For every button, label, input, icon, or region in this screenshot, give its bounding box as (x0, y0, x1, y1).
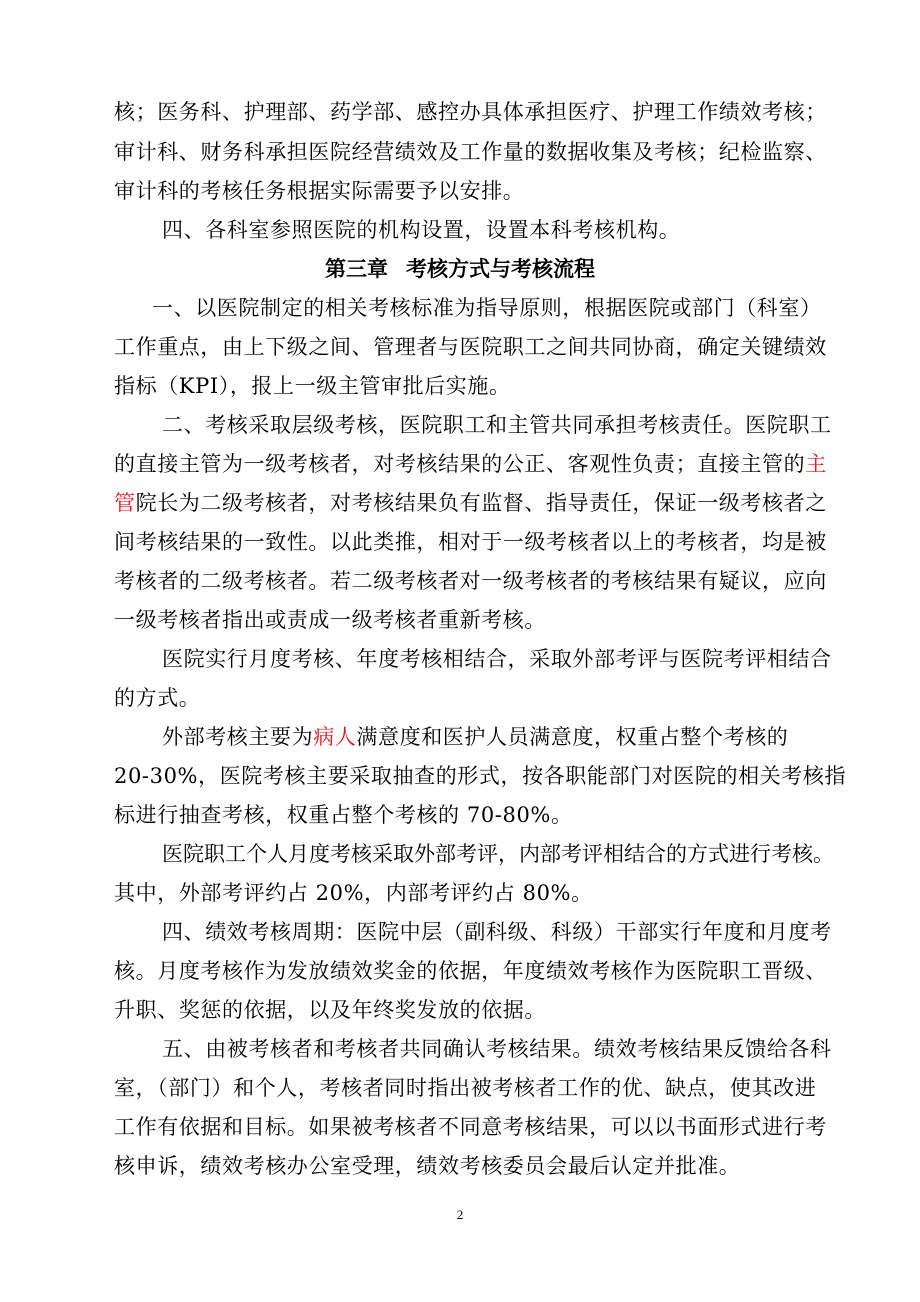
highlighted-text: 管 (114, 491, 136, 515)
text-line: 一、以医院制定的相关考核标准为指导原则，根据医院或部门（科室） (152, 296, 822, 320)
text-line: 其中，外部考评约占 20%，内部考评约占 80%。 (114, 881, 593, 905)
text-line (114, 490, 827, 516)
text-line: 间考核结果的一致性。以此类推，相对于一级考核者以上的考核者，均是被 (114, 530, 827, 554)
text-line: 医院实行月度考核、年度考核相结合，采取外部考评与医院考评相结合 (162, 647, 832, 671)
highlighted-text: 病人 (313, 725, 357, 749)
chapter-heading (0, 256, 920, 282)
text-line: 标进行抽查考核，权重占整个考核的 70-80%。 (114, 803, 573, 827)
text-line: 审计科的考核任务根据实际需要予以安排。 (114, 179, 525, 203)
text-line: 核。月度考核作为发放绩效奖金的依据，年度绩效考核作为医院职工晋级、 (114, 959, 827, 983)
text-line: 核；医务科、护理部、药学部、感控办具体承担医疗、护理工作绩效考核； (114, 100, 827, 124)
text-segment: 的直接主管为一级考核者，对考核结果的公正、客观性负责；直接主管的 (114, 452, 806, 476)
text-line: 核申诉，绩效考核办公室受理，绩效考核委员会最后认定并批准。 (114, 1154, 741, 1178)
text-line: 四、绩效考核周期：医院中层（副科级、科级）干部实行年度和月度考 (162, 920, 832, 944)
text-line: 一级考核者指出或责成一级考核者重新考核。 (114, 608, 546, 632)
text-segment: 院长为二级考核者，对考核结果负有监督、指导责任，保证一级考核者之 (135, 491, 827, 515)
text-line: 的方式。 (114, 686, 201, 710)
text-line: 指标（KPI），报上一级主管审批后实施。 (114, 374, 511, 398)
chapter-title: 考核方式与考核流程 (406, 256, 595, 281)
text-line: 20-30%，医院考核主要采取抽查的形式，按各职能部门对医院的相关考核指 (114, 764, 847, 788)
text-line: 四、各科室参照医院的机构设置，设置本科考核机构。 (162, 218, 681, 242)
text-line: 审计科、财务科承担医院经营绩效及工作量的数据收集及考核；纪检监察、 (114, 140, 827, 164)
text-segment: 外部考核主要为 (162, 725, 314, 749)
text-line: 工作重点，由上下级之间、管理者与医院职工之间共同协商，确定关键绩效 (114, 335, 827, 359)
page-number: 2 (456, 1207, 464, 1222)
text-line: 医院职工个人月度考核采取外部考评，内部考评相结合的方式进行考核。 (162, 842, 834, 866)
text-segment: 满意度和医护人员满意度，权重占整个考核的 (356, 725, 789, 749)
text-line (114, 451, 827, 477)
text-line: 五、由被考核者和考核者共同确认考核结果。绩效考核结果反馈给各科 (162, 1037, 832, 1061)
text-line: 二、考核采取层级考核，医院职工和主管共同承担考核责任。医院职工 (162, 413, 832, 437)
text-line (162, 724, 788, 750)
text-line: 工作有依据和目标。如果被考核者不同意考核结果，可以以书面形式进行考 (114, 1115, 827, 1139)
highlighted-text: 主 (805, 452, 827, 476)
chapter-number: 第三章 (325, 256, 388, 281)
text-line: 升职、奖惩的依据，以及年终奖发放的依据。 (114, 998, 546, 1022)
text-line: 室，（部门）和个人，考核者同时指出被考核者工作的优、缺点，使其改进 (114, 1076, 817, 1100)
text-line: 考核者的二级考核者。若二级考核者对一级考核者的考核结果有疑议，应向 (114, 569, 827, 593)
